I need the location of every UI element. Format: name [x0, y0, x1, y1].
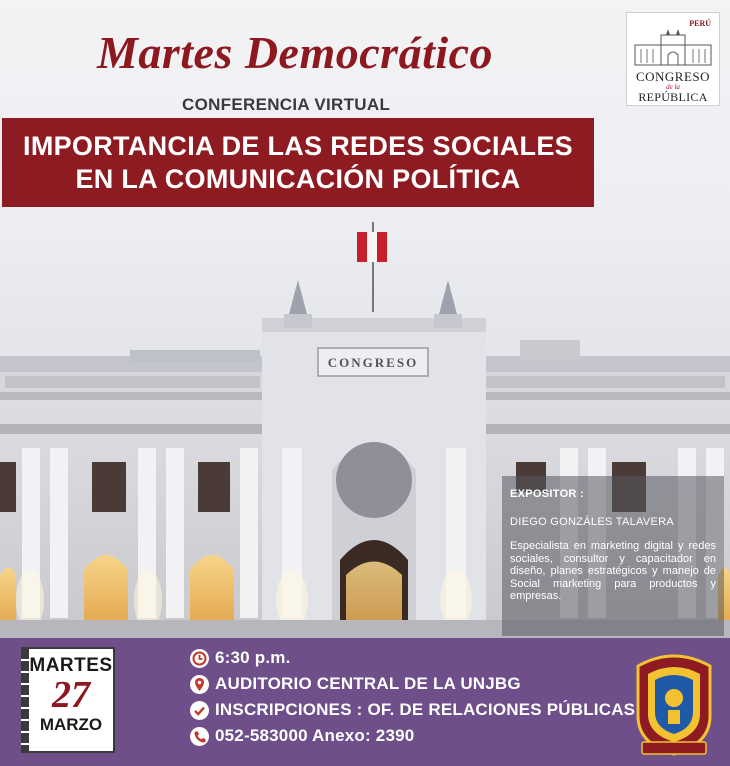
location-pin-icon	[190, 675, 209, 694]
info-phone	[190, 725, 414, 747]
event-title: Martes Democrático	[96, 27, 494, 78]
logo-line-republica: REPÚBLICA	[638, 90, 708, 104]
info-registration	[190, 699, 635, 721]
topic-line-2: EN LA COMUNICACIÓN POLÍTICA	[75, 163, 521, 194]
date-day: 27	[52, 674, 90, 716]
logo-country: PERÚ	[689, 19, 711, 28]
time-text: 6:30 p.m.	[215, 648, 291, 667]
congress-logo	[626, 12, 720, 106]
registration-text: INSCRIPCIONES : OF. DE RELACIONES PÚBLICAS	[215, 700, 636, 719]
congress-building-icon	[633, 27, 713, 67]
date-month: MARZO	[39, 715, 103, 734]
date-weekday: MARTES	[29, 655, 113, 676]
speaker-heading: EXPOSITOR :	[510, 488, 584, 500]
event-subtitle: CONFERENCIA VIRTUAL	[182, 95, 391, 114]
building-sign: CONGRESO	[327, 355, 419, 370]
logo-line-congreso: CONGRESO	[635, 69, 711, 84]
logo-line-dela: de la	[666, 83, 680, 91]
university-seal-logo	[628, 646, 720, 758]
phone-text: 052-583000 Anexo: 2390	[215, 726, 415, 745]
speaker-description: Especialista en marketing digital y redes sociales, consultor y capacitador en diseño, planes estratégicos y manejo de Social marketing para productos y empresas.	[510, 540, 716, 602]
place-text: AUDITORIO CENTRAL DE LA UNJBG	[215, 674, 521, 693]
speaker-name: DIEGO GONZÁLES TALAVERA	[510, 516, 674, 528]
info-place	[190, 673, 521, 695]
phone-icon	[190, 727, 209, 746]
topic-line-1: IMPORTANCIA DE LAS REDES SOCIALES	[23, 130, 573, 161]
info-time	[190, 647, 291, 669]
topic-banner	[2, 118, 594, 207]
clock-icon	[190, 649, 209, 668]
speaker-panel	[502, 476, 724, 636]
check-icon	[190, 701, 209, 720]
date-calendar	[21, 647, 115, 753]
